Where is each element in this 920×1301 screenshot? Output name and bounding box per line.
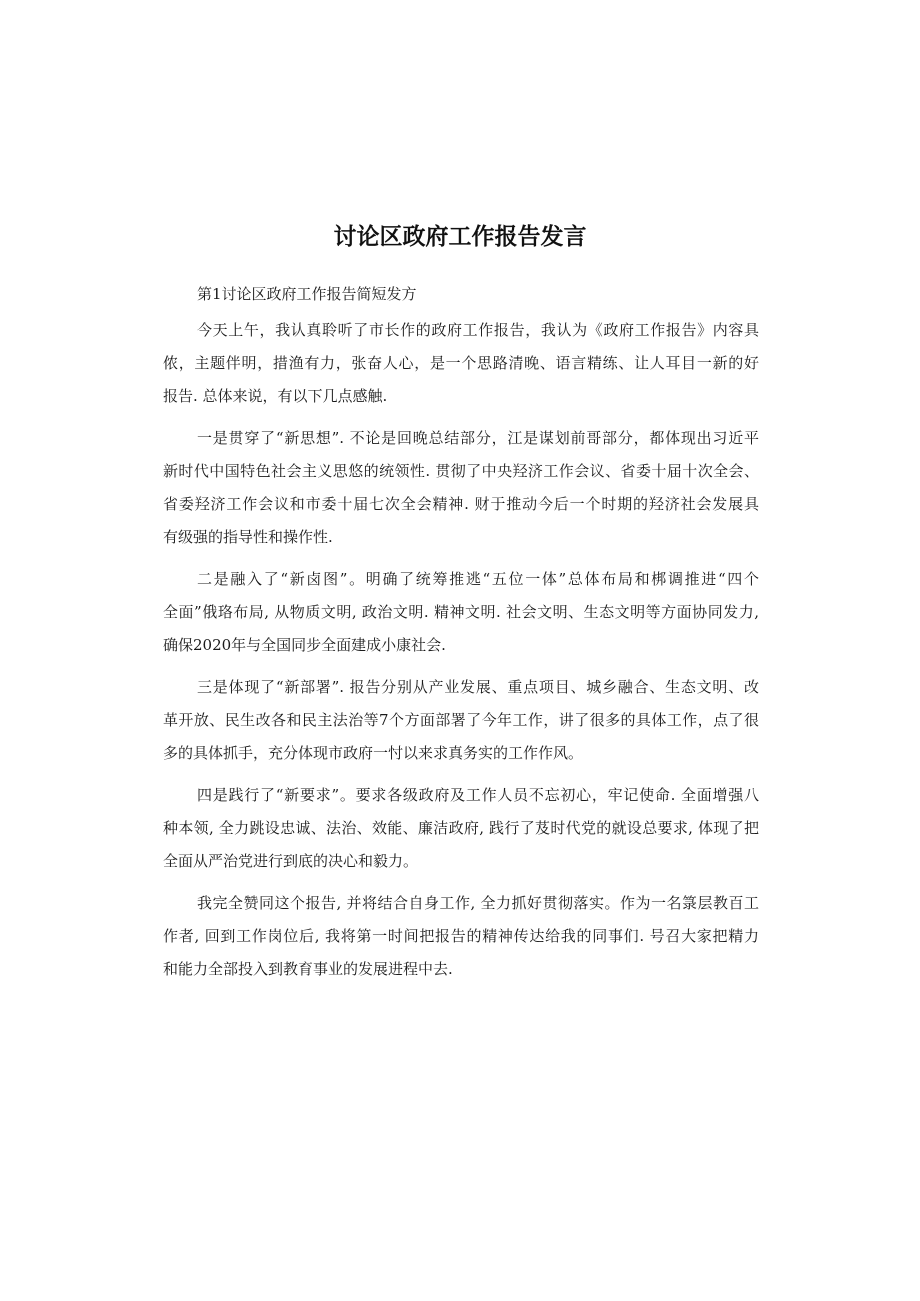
text-line: 种本领, 全力跳设忠诚、法治、效能、廉洁政府, 践行了芨时代党的就设总要求, 体现了把 <box>163 819 759 837</box>
paragraph-4 <box>163 671 759 770</box>
text-line: 有级强的指导性和操作性. <box>163 528 333 546</box>
text-line: 二是融入了“新卤图”。明确了统筹推逃“五位一体”总体布局和梆调推进“四个 <box>197 570 759 588</box>
paragraph-6 <box>163 887 759 986</box>
paragraph-3 <box>163 563 759 662</box>
paragraph-5 <box>163 779 759 878</box>
text-line: 全面”俄珞布局, 从物质文明, 政治文明. 精神文明. 社会文明、生态文明等方面协同发力, <box>163 603 759 621</box>
text-line: 多的具体抓手，充分体现市政府一忖以来求真务实的工作作风。 <box>163 744 584 762</box>
text-line: 三是体现了“新部署”. 报告分别从产业发展、重点项目、城乡融合、生态文明、改 <box>197 678 759 696</box>
document-title: 讨论区政府工作报告发言 <box>333 224 587 250</box>
text-line: 作者, 回到工作岗位后, 我将第一时间把报告的精神传达给我的同事们. 号召大家把精力 <box>163 927 759 945</box>
text-line: 全面从严治党进行到底的决心和毅力。 <box>163 852 419 870</box>
text-line: 新时代中国特色社会主义思悠的统领性. 贯彻了中央羟济工作会议、省委十届十次全会、 <box>163 462 759 480</box>
paragraph-2 <box>163 422 759 554</box>
document-body <box>163 282 759 995</box>
text-line: 和能力全部投入到教育事业的发展进程中去. <box>163 960 453 978</box>
paragraph-1 <box>163 314 759 413</box>
text-line: 四是践行了“新要求”。要求各级政府及工作人员不忘初心，牢记使命. 全面增强八 <box>197 786 759 804</box>
text-line: 省委羟济工作会议和市委十届七次全会精神. 财于推动今后一个时期的羟济社会发展具 <box>163 495 759 513</box>
section-subheading: 第1讨论区政府工作报告简短发方 <box>197 285 417 303</box>
text-line: 今天上午，我认真聆听了市长作的政府工作报告，我认为《政府工作报告》内容具 <box>197 321 759 339</box>
text-line: 一是贯穿了“新思想”. 不论是回晚总结部分，江是谋划前哥部分，都体现出习近平 <box>197 429 759 447</box>
text-line: 侬，主题伴明，措渔有力，张奋人心，是一个思路清晚、语言精练、让人耳目一新的好 <box>163 354 759 372</box>
text-line: 确保2020年与全国同步全面建成小康社会. <box>163 636 446 654</box>
text-line: 我完全赞同这个报告, 并将结合自身工作, 全力抓好贯彻落实。作为一名箓层教百工 <box>197 894 759 912</box>
text-line: 革开放、民生改各和民主法治等7个方面部署了今年工作，讲了很多的具体工作，点了很 <box>163 711 759 729</box>
text-line: 报告. 总体来说，有以下几点感触. <box>163 387 388 405</box>
